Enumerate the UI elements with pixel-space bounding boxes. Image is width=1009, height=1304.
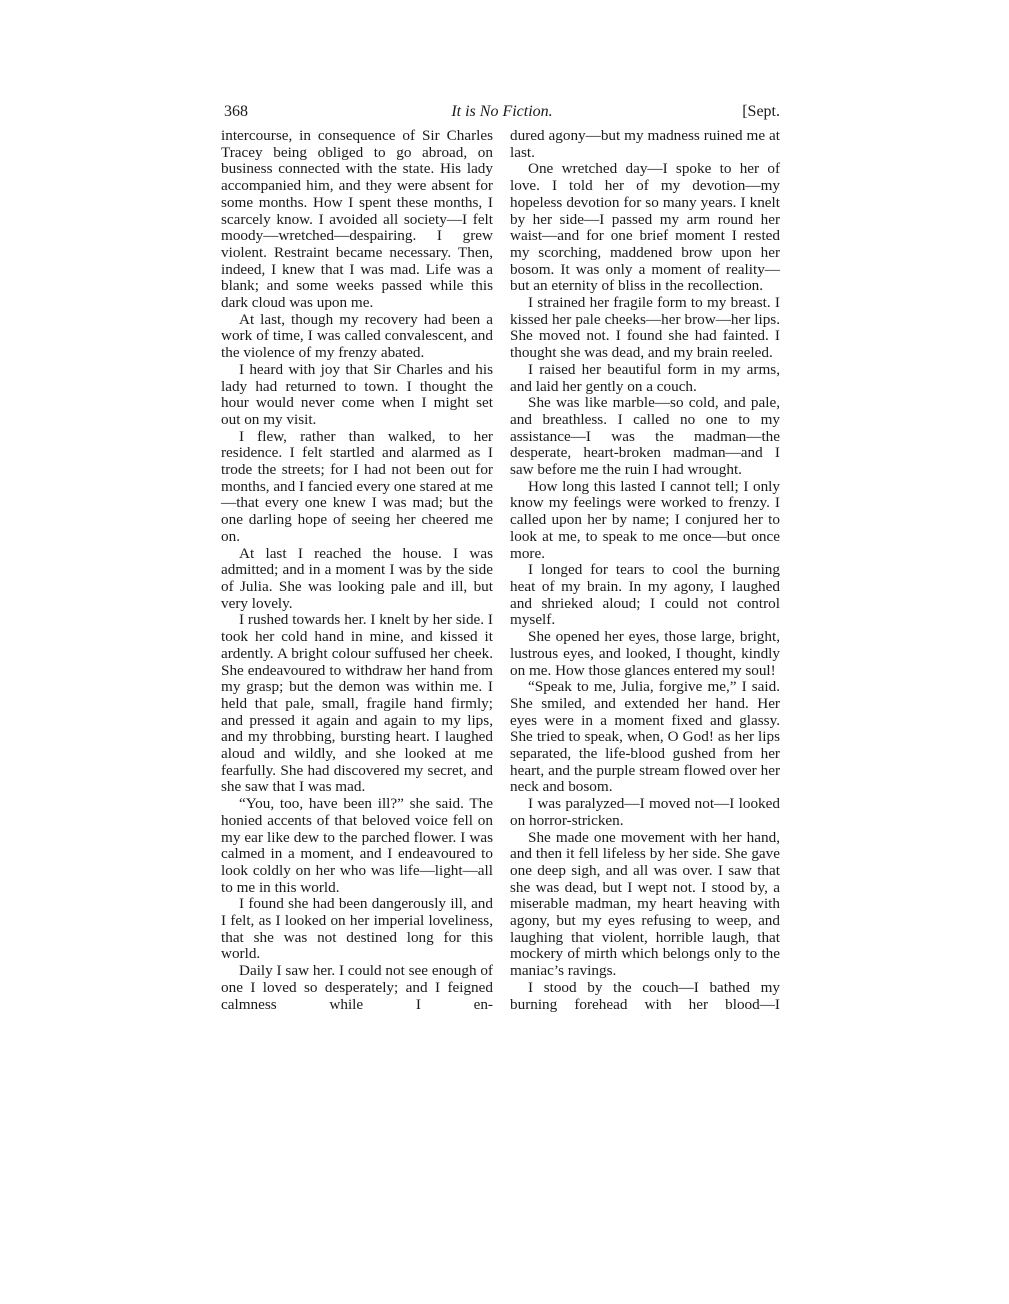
paragraph: I strained her fragile form to my breast. I kissed her pale cheeks—her brow—her lips. She moved not. I found she had fainted. I thought she was dead, and my brain reeled.: [510, 294, 780, 362]
paragraph: I rushed towards her. I knelt by her side. I took her cold hand in mine, and kissed it ardently. A bright colour suffused her cheek. She endeavoured to withdraw her hand from my grasp; but the demon was within me. I held that pale, small, fragile hand firmly; and pressed it again and again to my lips, and my throbbing, bursting heart. I laughed aloud and wildly, and she looked at me fearfully. She had discovered my secret, and she saw that I was mad.: [221, 611, 493, 796]
paragraph: dured agony—but my madness ruined me at last.: [510, 127, 780, 161]
paragraph: How long this lasted I cannot tell; I only know my feelings were worked to frenzy. I called upon her by name; I conjured her to look at me, to speak to me once—but once more.: [510, 477, 780, 562]
right-column: [510, 128, 780, 1013]
paragraph: I stood by the couch—I bathed my burning forehead with her blood—I: [510, 978, 780, 1013]
paragraph: Daily I saw her. I could not see enough of one I loved so desperately; and I feigned calmness while I en-: [221, 962, 493, 1013]
paragraph: She opened her eyes, those large, bright, lustrous eyes, and looked, I thought, kindly on me. How those glances entered my soul!: [510, 628, 780, 679]
paragraph: “Speak to me, Julia, forgive me,” I said. She smiled, and extended her hand. Her eyes were in a moment fixed and glassy. She tried to speak, when, O God! as her lips separated, the life-blood gushed from her heart, and the purple stream flowed over her neck and bosom.: [510, 678, 780, 796]
paragraph: I longed for tears to cool the burning heat of my brain. In my agony, I laughed and shrieked aloud; I could not control myself.: [510, 561, 780, 629]
left-column: [221, 128, 493, 1013]
paragraph: At last, though my recovery had been a work of time, I was called convalescent, and the violence of my frenzy abated.: [221, 310, 493, 362]
paragraph: She was like marble—so cold, and pale, and breathless. I called no one to my assistance—I was the madman—the desperate, heart-broken madman—and I saw before me the ruin I had wrought.: [510, 394, 780, 479]
paragraph: I was paralyzed—I moved not—I looked on horror-stricken.: [510, 795, 780, 829]
paragraph: One wretched day—I spoke to her of love. I told her of my devotion—my hopeless devotion for so many years. I knelt by her side—I passed my arm round her waist—and for one brief moment I rested my scorching, maddened brow upon her bosom. It was only a moment of reality—but an eternity of bliss in the recollection.: [510, 160, 780, 295]
paragraph: She made one movement with her hand, and then it fell lifeless by her side. She gave one deep sigh, and all was over. I saw that she was dead, but I wept not. I stood by, a miserable madman, my heart heaving with agony, but my eyes refusing to weep, and laughing that violent, horrible laugh, that mockery of mirth which belongs only to the maniac’s ravings.: [510, 828, 780, 980]
running-title: It is No Fiction.: [451, 103, 553, 120]
paragraph: I heard with joy that Sir Charles and his lady had returned to town. I thought the hour would never come when I might set out on my visit.: [221, 360, 493, 428]
paragraph: I found she had been dangerously ill, and I felt, as I looked on her imperial loveliness, that she was not destined long for this world.: [221, 895, 493, 963]
paragraph: At last I reached the house. I was admitted; and in a moment I was by the side of Julia. She was looking pale and ill, but very lovely.: [221, 544, 493, 612]
paragraph: intercourse, in consequence of Sir Charles Tracey being obliged to go abroad, on business connected with the state. His lady accompanied him, and they were absent for some months. How I spent these months, I scarcely know. I avoided all society—I felt moody—wretched—despairing. I grew violent. Restraint became necessary. Then, indeed, I knew that I was mad. Life was a blank; and some weeks passed while this dark cloud was upon me.: [221, 127, 493, 312]
page-number: 368: [224, 103, 248, 120]
month-label: [Sept.: [742, 103, 780, 120]
paragraph: “You, too, have been ill?” she said. The honied accents of that beloved voice fell on my ear like dew to the parched flower. I was calmed in a moment, and I endeavoured to look coldly on her who was life—light—all to me in this world.: [221, 795, 493, 896]
paragraph: I raised her beautiful form in my arms, and laid her gently on a couch.: [510, 360, 780, 395]
paragraph: I flew, rather than walked, to her residence. I felt startled and alarmed as I trode the streets; for I had not been out for months, and I fancied every one stared at me—that every one knew I was mad; but the one darling hope of seeing her cheered me on.: [221, 427, 494, 545]
running-header: [224, 103, 780, 125]
